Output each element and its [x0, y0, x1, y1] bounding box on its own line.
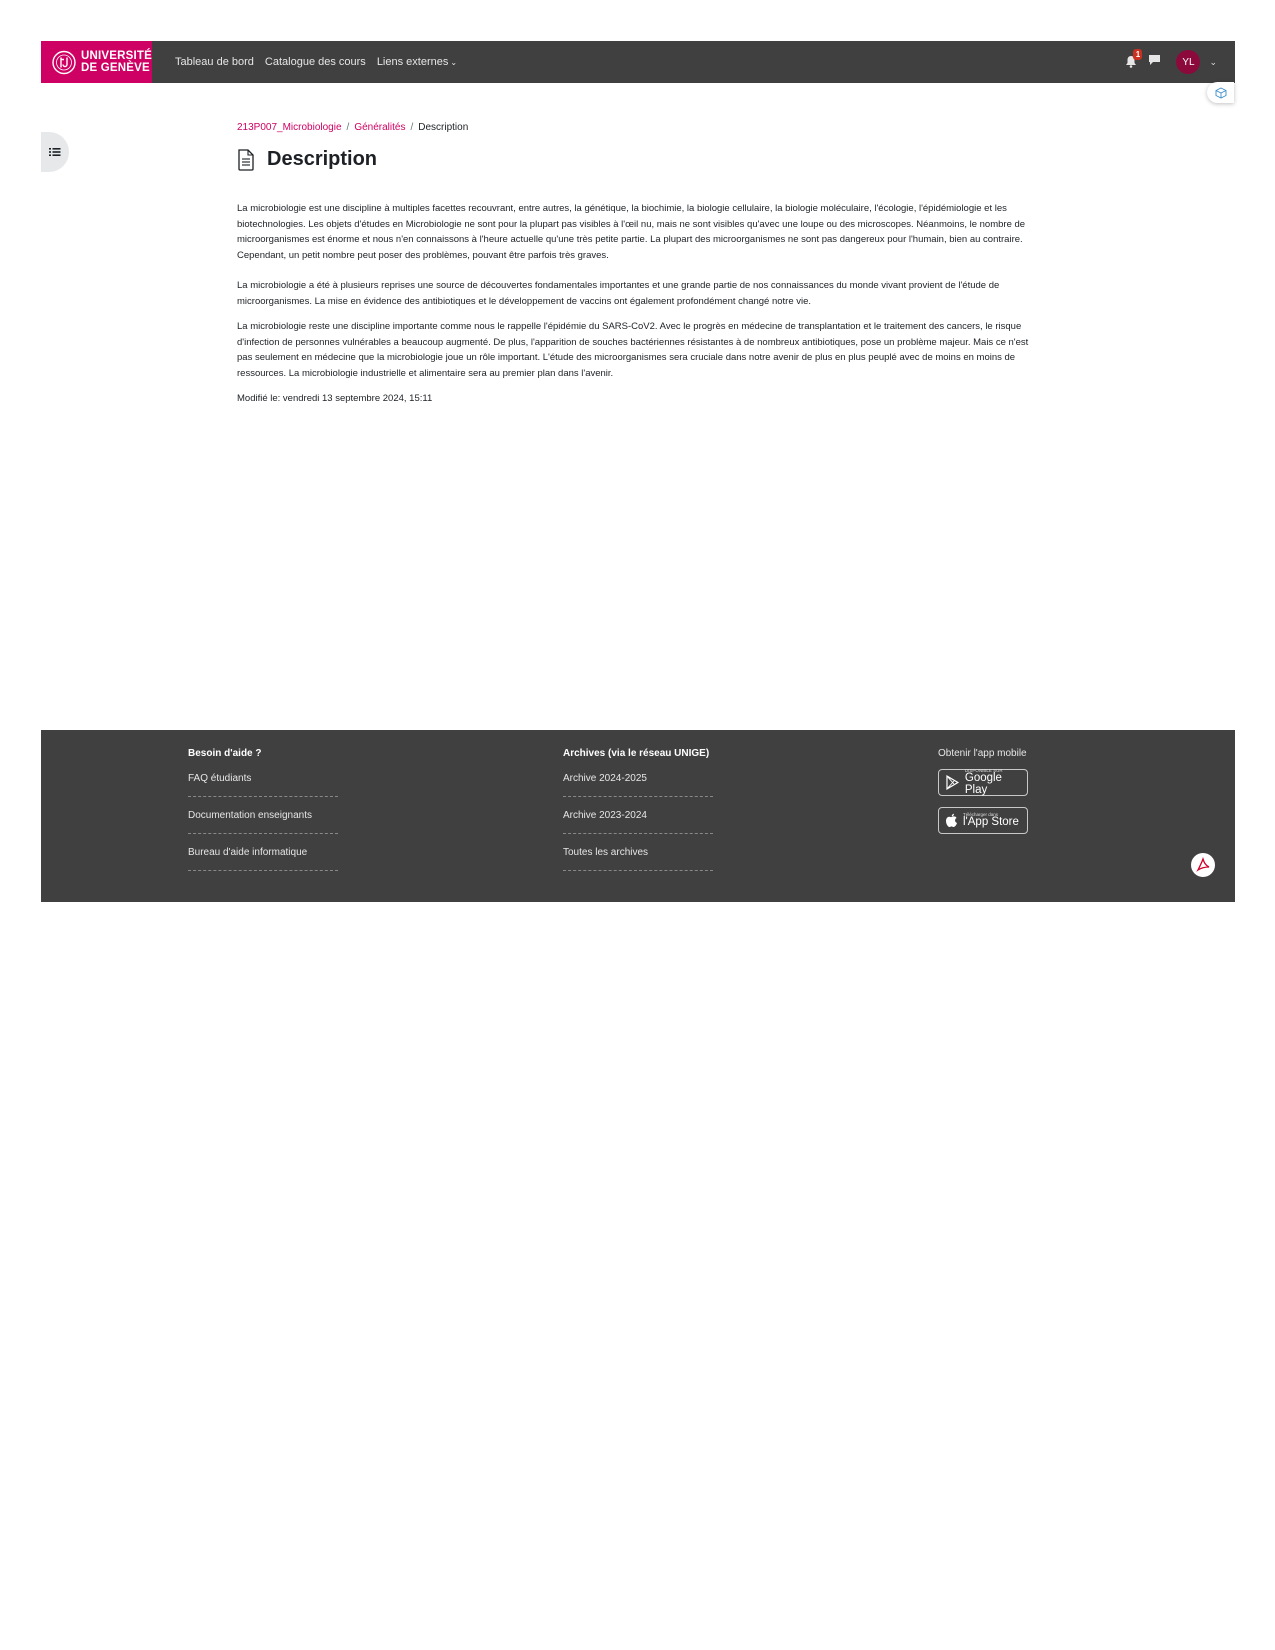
- main-content: [237, 122, 1037, 407]
- footer-mobile-title: Obtenir l'app mobile: [938, 748, 1027, 759]
- app-store-big-text: l'App Store: [963, 816, 1019, 828]
- pdf-icon[interactable]: [1191, 853, 1215, 877]
- app-store-small-text: Télécharger dans: [963, 811, 999, 817]
- chevron-down-icon[interactable]: ⌄: [1209, 56, 1217, 67]
- nav-dashboard[interactable]: Tableau de bord: [175, 56, 254, 68]
- google-play-button[interactable]: [938, 769, 1028, 796]
- footer-link-it-help[interactable]: Bureau d'aide informatique: [188, 847, 338, 871]
- brand-line-2: DE GENÈVE: [80, 62, 150, 74]
- breadcrumb: [237, 122, 1037, 133]
- page-footer: [41, 730, 1235, 902]
- footer-help-title: Besoin d'aide ?: [188, 748, 262, 759]
- description-content: [237, 201, 1037, 407]
- file-icon: [237, 149, 255, 171]
- top-navbar: [41, 41, 1235, 83]
- google-play-small-text: DISPONIBLE SUR: [964, 767, 1003, 773]
- footer-archives-title: Archives (via le réseau UNIGE): [563, 748, 710, 759]
- chat-icon: [1148, 54, 1161, 66]
- notifications-button[interactable]: [1125, 50, 1141, 69]
- notification-count-badge: 1: [1133, 49, 1142, 60]
- footer-mobile-column: [938, 748, 1028, 845]
- nav-external-links-label: Liens externes: [376, 56, 449, 68]
- university-logo[interactable]: [41, 41, 152, 83]
- description-paragraph: La microbiologie est une discipline à multiples facettes recouvrant, entre autres, la génétique, la biochimie, la biologie cellulaire, la biologie moléculaire, l'écologie, l'épidémiologie et les biotechnologies. Les objets d'études en Microbiologie ne sont pour la plupart pas visibles à l'œil nu, mais ne sont visibles qu'avec une loupe ou des microscopes. Néanmoins, le nombre de microorganismes est énorme et nous n'en connaissons à l'heure actuelle qu'une très petite partie. La plupart des microorganismes ne sont pas dangereux pour l'humain, bien au contraire. Cependant, un petit nombre peut poser des problèmes, pouvant être parfois très graves.: [237, 203, 1026, 261]
- google-play-label: [965, 769, 1027, 797]
- footer-link-all-archives[interactable]: Toutes les archives: [563, 847, 713, 871]
- last-modified: Modifié le: vendredi 13 septembre 2024, 15:11: [237, 393, 433, 404]
- app-store-label: [963, 813, 1019, 829]
- breadcrumb-separator: /: [410, 122, 414, 133]
- description-paragraph: La microbiologie reste une discipline importante comme nous le rappelle l'épidémie du SARS-CoV2. Avec le progrès en médecine de transplantation et le traitement des cancers, le risque d'infection de personnes vulnérables a beaucoup augmenté. De plus, l'apparition de souches bactériennes résistantes à de nombreux antibiotiques, pose un problème majeur. Mais ce n'est pas seulement en médecine que la microbiologie joue un rôle important. L'étude des microorganismes sera cruciale dans notre avenir de plus en plus peuplé avec de moins en moins de ressources. La microbiologie industrielle et alimentaire sera au premier plan dans l'avenir.: [237, 321, 1029, 379]
- footer-link-docs[interactable]: Documentation enseignants: [188, 810, 338, 834]
- description-paragraph: La microbiologie a été à plusieurs reprises une source de découvertes fondamentales importantes et une grande partie de nos connaissances du monde vivant provient de l'étude de microorganismes. La mise en évidence des antibiotiques et le développement de vaccins ont également profondément changé notre vie.: [237, 280, 1000, 307]
- user-navigation: [1125, 50, 1235, 74]
- brand-line-1: UNIVERSITÉ: [80, 50, 152, 62]
- footer-help-column: [188, 748, 338, 884]
- footer-link-archive-2024[interactable]: Archive 2024-2025: [563, 773, 713, 797]
- google-play-icon: [945, 775, 960, 790]
- acrobat-icon: [1195, 857, 1211, 873]
- university-seal-icon: [52, 50, 76, 75]
- footer-archives-column: [563, 748, 713, 884]
- page-title: Description: [267, 148, 378, 170]
- brand-name: [81, 50, 152, 74]
- breadcrumb-section[interactable]: Généralités: [354, 122, 406, 133]
- nav-external-links[interactable]: [377, 56, 457, 68]
- primary-navigation: [175, 56, 457, 68]
- page-header: [237, 148, 1037, 171]
- nav-course-catalogue[interactable]: Catalogue des cours: [264, 56, 366, 68]
- breadcrumb-current: Description: [418, 122, 469, 133]
- apple-icon: [945, 813, 958, 828]
- breadcrumb-separator: /: [346, 122, 350, 133]
- cube-icon: [1215, 87, 1227, 99]
- footer-link-faq[interactable]: FAQ étudiants: [188, 773, 338, 797]
- floating-help-button[interactable]: [1207, 82, 1234, 103]
- list-icon: [49, 147, 61, 157]
- breadcrumb-course[interactable]: 213P007_Microbiologie: [237, 122, 342, 133]
- user-avatar[interactable]: YL: [1176, 50, 1200, 74]
- footer-link-archive-2023[interactable]: Archive 2023-2024: [563, 810, 713, 834]
- chevron-down-icon: ⌄: [450, 58, 458, 67]
- course-index-toggle[interactable]: [41, 132, 69, 172]
- messages-button[interactable]: [1148, 53, 1161, 71]
- app-store-button[interactable]: [938, 807, 1028, 834]
- google-play-big-text: Google Play: [964, 772, 1002, 796]
